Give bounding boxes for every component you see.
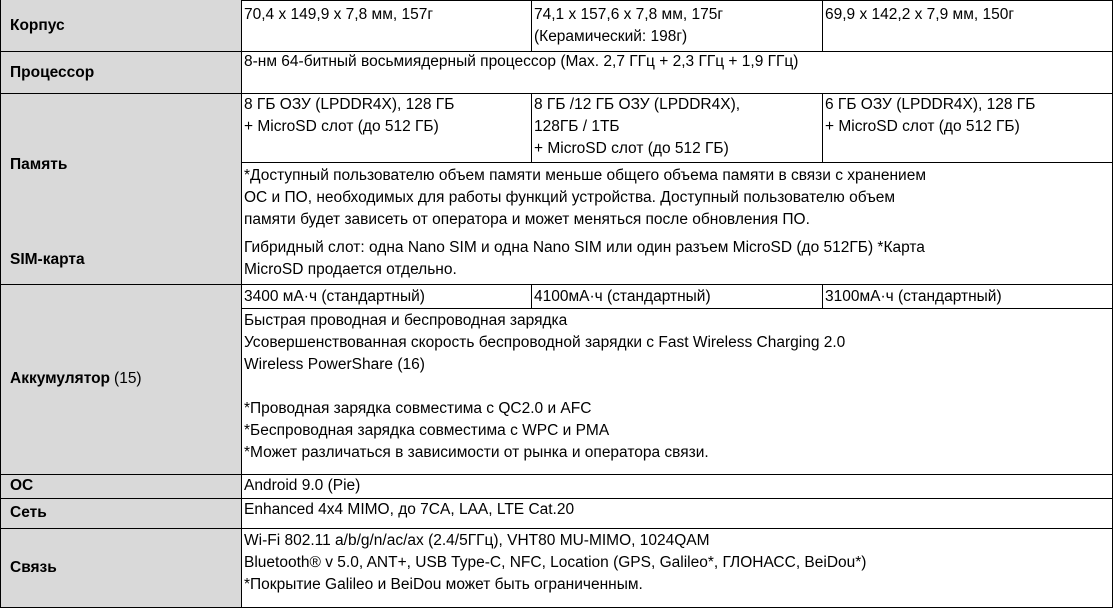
memory-note xyxy=(242,165,1113,236)
row-label-body xyxy=(0,0,242,52)
cell-text: + MicroSD слот (до 512 ГБ) xyxy=(244,118,439,135)
battery-value-col3 xyxy=(823,286,1113,308)
cell-text: Enhanced 4x4 MIMO, до 7CA, LAA, LTE Cat.20 xyxy=(244,501,575,518)
row-label-battery xyxy=(0,284,242,474)
battery-details xyxy=(242,310,1113,474)
cell-text: *Доступный пользователю объем памяти меньше общего объема памяти в связи с хранением xyxy=(244,167,926,184)
row-label-text: ОС xyxy=(10,477,34,494)
table-border-top xyxy=(241,0,1113,1)
cpu-value xyxy=(242,51,1113,94)
body-value-col3 xyxy=(823,4,1113,52)
row-label-text: Процессор xyxy=(10,64,95,81)
cell-text: (Керамический: 198г) xyxy=(534,28,688,45)
table-divider-column xyxy=(822,94,823,162)
row-label-text: Связь xyxy=(10,559,57,576)
cell-text: Android 9.0 (Pie) xyxy=(244,477,361,494)
row-label-network xyxy=(0,498,242,528)
cell-text: 3400 мА·ч (стандартный) xyxy=(244,288,425,305)
row-label-note: (15) xyxy=(114,370,142,387)
table-border-left xyxy=(0,0,1,608)
cell-text: 4100мА·ч (стандартный) xyxy=(534,288,711,305)
cell-text: Усовершенствованная скорость беспроводной зарядки с Fast Wireless Charging 2.0 xyxy=(244,334,846,351)
cell-text: + MicroSD слот (до 512 ГБ) xyxy=(534,140,729,157)
cell-text: *Покрытие Galileo и BeiDou может быть ограниченным. xyxy=(244,576,643,593)
memory-value-col2 xyxy=(532,94,823,162)
table-divider-column xyxy=(531,285,532,308)
connectivity-value xyxy=(242,530,1113,608)
row-divider xyxy=(0,51,1113,52)
row-label-sim xyxy=(0,236,242,284)
body-value-col2 xyxy=(532,4,823,52)
row-label-text: SIM-карта xyxy=(10,251,85,268)
cell-text: памяти будет зависеть от оператора и может меняться после обновления ПО. xyxy=(244,211,810,228)
row-label-connectivity xyxy=(0,528,242,608)
row-label-os xyxy=(0,474,242,498)
row-divider xyxy=(0,498,1113,499)
sim-value xyxy=(242,237,1113,284)
cell-text: Wi-Fi 802.11 a/b/g/n/ac/ax (2.4/5ГГц), VHT80 MU-MIMO, 1024QAM xyxy=(244,532,710,549)
row-divider xyxy=(0,474,1113,475)
row-label-text: Сеть xyxy=(10,504,47,521)
cell-text: 69,9 x 142,2 x 7,9 мм, 150г xyxy=(825,6,1014,23)
cell-text: 8 ГБ ОЗУ (LPDDR4X), 128 ГБ xyxy=(244,96,455,113)
cell-text: MicroSD продается отдельно. xyxy=(244,261,457,278)
cell-text: Быстрая проводная и беспроводная зарядка xyxy=(244,312,568,329)
table-divider-column xyxy=(822,285,823,308)
cell-text: + MicroSD слот (до 512 ГБ) xyxy=(825,118,1020,135)
cell-text: 6 ГБ ОЗУ (LPDDR4X), 128 ГБ xyxy=(825,96,1036,113)
row-divider xyxy=(0,284,1113,285)
row-divider xyxy=(0,93,1113,94)
cell-text: *Проводная зарядка совместима с QC2.0 и AFC xyxy=(244,400,592,417)
memory-value-col3 xyxy=(823,94,1113,162)
network-value xyxy=(242,499,1113,528)
battery-value-col2 xyxy=(532,286,823,308)
row-label-cpu xyxy=(0,52,242,94)
cell-text: Wireless PowerShare (16) xyxy=(244,356,425,373)
row-label-memory xyxy=(0,94,242,236)
table-divider-label xyxy=(241,0,242,608)
cell-text: 3100мА·ч (стандартный) xyxy=(825,288,1002,305)
os-value xyxy=(242,475,1113,498)
cell-text: 74,1 x 157,6 x 7,8 мм, 175г xyxy=(534,6,723,23)
cell-text: Bluetooth® v 5.0, ANT+, USB Type-C, NFC, Location (GPS, Galileo*, ГЛОНАСС, BeiDou*) xyxy=(244,554,867,571)
row-label-text: Корпус xyxy=(10,17,65,34)
row-divider xyxy=(0,528,1113,529)
table-divider-column xyxy=(531,94,532,162)
row-divider xyxy=(242,308,1113,309)
cell-text: 128ГБ / 1ТБ xyxy=(534,118,620,135)
cell-text: *Может различаться в зависимости от рынка и оператора связи. xyxy=(244,444,709,461)
cell-text: ОС и ПО, необходимых для работы функций устройства. Доступный пользователю объем xyxy=(244,189,896,206)
row-label-text: Память xyxy=(10,156,68,173)
table-divider-column xyxy=(531,0,532,52)
cell-text: 70,4 x 149,9 x 7,8 мм, 157г xyxy=(244,6,433,23)
battery-value-col1 xyxy=(242,286,532,308)
blank-line xyxy=(244,376,1113,398)
table-divider-column xyxy=(822,0,823,52)
cell-text: *Беспроводная зарядка совместима с WPC и PMA xyxy=(244,422,610,439)
cell-text: 8 ГБ /12 ГБ ОЗУ (LPDDR4X), xyxy=(534,96,741,113)
memory-value-col1 xyxy=(242,94,532,162)
row-label-text: Аккумулятор xyxy=(10,370,111,387)
row-divider xyxy=(242,162,1113,163)
cell-text: 8-нм 64-битный восьмиядерный процессор (Max. 2,7 ГГц + 2,3 ГГц + 1,9 ГГц) xyxy=(244,53,799,70)
cell-text: Гибридный слот: одна Nano SIM и одна Nano SIM или один разъем MicroSD (до 512ГБ) *Карта xyxy=(244,239,925,256)
body-value-col1 xyxy=(242,4,532,52)
